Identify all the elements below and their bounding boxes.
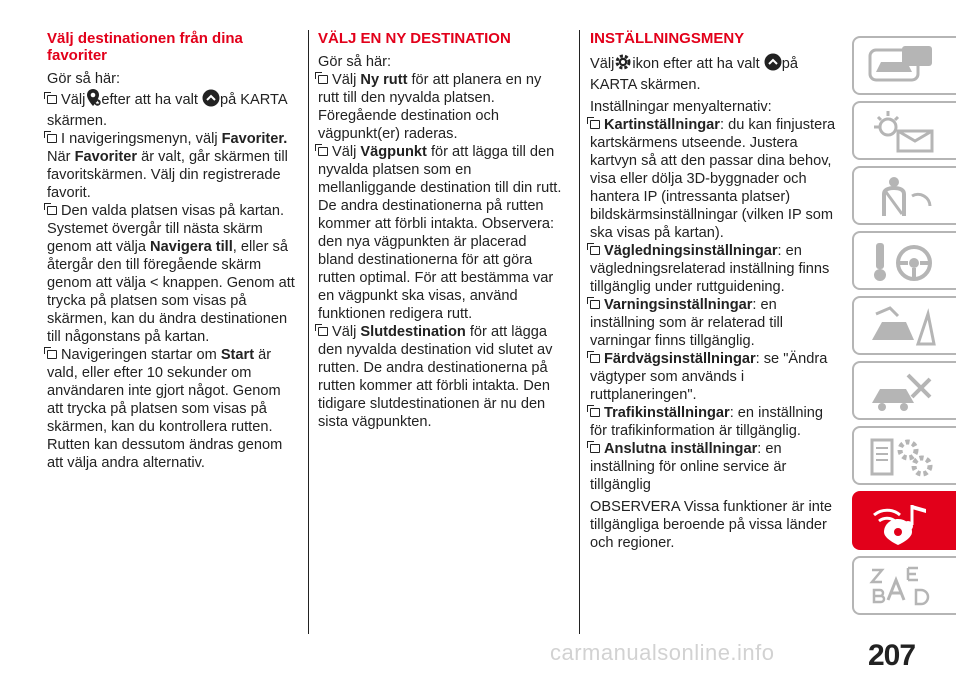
text: Välj xyxy=(332,324,357,340)
step-1 xyxy=(47,88,299,130)
option-final-destination xyxy=(318,323,564,431)
intro-text xyxy=(590,53,836,94)
option-traffic-settings xyxy=(590,404,836,440)
text: är valt, går skärmen till favoritskärmen. Välj din registrerade favorit. xyxy=(47,149,288,201)
bullet-icon xyxy=(47,350,57,359)
option-guidance-settings xyxy=(590,242,836,296)
text: Välj xyxy=(332,144,357,160)
step-4 xyxy=(47,346,299,472)
list-intro: Inställningar menyalternativ: xyxy=(590,99,772,115)
tab-index[interactable] xyxy=(852,556,956,615)
chevron-up-icon xyxy=(202,89,220,112)
map-pin-favorite-icon xyxy=(85,88,101,112)
text-bold: Start xyxy=(220,347,255,363)
step-3 xyxy=(47,202,299,346)
text-bold: Navigera till xyxy=(150,239,233,255)
text: : en inställning för online service är tillgänglig xyxy=(590,441,787,493)
bullet-icon xyxy=(590,246,600,255)
tab-starting-driving[interactable] xyxy=(852,231,956,290)
text: är vald, eller efter 10 sekunder om användaren inte gjort något. Genom att trycka på platsen som visas på skärmen, kan du kontrollera rutten. Rutten kan dessutom ändras genom att välja andra alternativ. xyxy=(47,347,283,471)
bullet-icon xyxy=(47,95,57,104)
text: : se "Ändra vägtyper som används i ruttplaneringen". xyxy=(590,351,828,403)
text-bold: Favoriter. xyxy=(221,131,288,147)
section-heading-favorites: Välj destinationen från dina favoriter xyxy=(47,30,243,64)
text-bold: Anslutna inställningar xyxy=(604,441,758,457)
bullet-icon xyxy=(47,206,57,215)
option-map-settings xyxy=(590,116,836,242)
text: I navigeringsmenyn, välj xyxy=(61,131,218,147)
bullet-icon xyxy=(590,354,600,363)
bullet-icon xyxy=(590,408,600,417)
bullet-icon xyxy=(318,147,328,156)
text: för att lägga till den nyvalda platsen som en mellanliggande destination till din rutt. De andra destinationerna på rutten kommer att förbli intakta. Observera: den nya vägpunkten är placerad bland destinationerna för att göra rutten optimal. För att bestämma var en vägpunkt ska visas, använd funktionen redigera rutt. xyxy=(318,144,562,322)
text-bold: Trafikinställningar xyxy=(604,405,730,421)
bullet-icon xyxy=(47,134,57,143)
tab-technical-data[interactable] xyxy=(852,426,956,485)
page-number: 207 xyxy=(868,639,916,672)
text: Navigeringen startar om xyxy=(61,347,217,363)
text: Den valda platsen visas på kartan. Systemet övergår till nästa skärm genom att välja xyxy=(47,203,285,255)
column-settings-menu xyxy=(590,30,836,552)
text-bold: Vägpunkt xyxy=(360,144,427,160)
tab-emergency[interactable] xyxy=(852,296,956,355)
text: : en inställning som är relaterad till varningar finns tillgänglig. xyxy=(590,297,784,349)
option-waypoint xyxy=(318,143,564,323)
text-bold: Varningsinställningar xyxy=(604,297,753,313)
text-bold: Favoriter xyxy=(74,149,138,165)
intro-text: Gör så här: xyxy=(318,54,391,70)
bullet-icon xyxy=(590,300,600,309)
section-heading-settings: INSTÄLLNINGSMENY xyxy=(590,30,745,47)
text: ikon efter att ha valt xyxy=(632,56,760,72)
column-divider xyxy=(308,30,309,634)
text-bold: Vägledningsinställningar xyxy=(604,243,778,259)
chevron-up-icon xyxy=(764,53,782,76)
column-divider xyxy=(579,30,580,634)
option-warning-settings xyxy=(590,296,836,350)
text: , eller så återgår den till föregående skärm genom att välja < knappen. Genom att trycka på platsen som visas på skärmen, kan du ändra destinationen till någonstans på kartan. xyxy=(47,239,295,345)
text: för att lägga den nyvalda destination vid slutet av rutten. De andra destinationerna på rutten kommer att förbli intakta. Den tidigare slutdestinationen är nu den sista vägpunkten. xyxy=(318,324,553,430)
text-bold: Ny rutt xyxy=(360,72,408,88)
tab-safety[interactable] xyxy=(852,166,956,225)
section-heading-new-destination: VÄLJ EN NY DESTINATION xyxy=(318,30,511,47)
tab-multimedia[interactable] xyxy=(852,491,956,550)
text: : du kan finjustera kartskärmens utseende. Justera kartvyn så att den passar dina behov, visa eller dölja 3D-byggnader och hantera IP (intressanta platser) bildskärmsinställningar (vilken IP som ska visas på kartan). xyxy=(590,117,836,241)
text: När xyxy=(47,149,71,165)
option-new-route xyxy=(318,71,564,143)
step-2 xyxy=(47,130,299,202)
watermark: carmanualsonline.info xyxy=(550,640,775,665)
bullet-icon xyxy=(318,75,328,84)
tab-car-info[interactable] xyxy=(852,36,956,95)
bullet-icon xyxy=(318,327,328,336)
text: på KARTA skärmen. xyxy=(590,56,799,93)
text-bold: Kartinställningar xyxy=(604,117,720,133)
text: Välj xyxy=(590,56,615,72)
intro-text: Gör så här: xyxy=(47,71,120,87)
option-connected-settings xyxy=(590,440,836,494)
column-favorites xyxy=(47,30,299,472)
bullet-icon xyxy=(590,120,600,129)
column-new-destination xyxy=(318,30,564,431)
chapter-tabs xyxy=(852,36,956,621)
text: för att planera en ny rutt till den nyvalda platsen. Föregående destination och vägpunkt(er) raderas. xyxy=(318,72,542,142)
note-text: OBSERVERA Vissa funktioner är inte tillgängliga beroende på vissa länder och regioner. xyxy=(590,499,833,551)
text-bold: Färdvägsinställningar xyxy=(604,351,756,367)
text-bold: Slutdestination xyxy=(360,324,466,340)
tab-lights-warnings[interactable] xyxy=(852,101,956,160)
text: Välj xyxy=(61,92,86,108)
bullet-icon xyxy=(590,444,600,453)
text: Välj xyxy=(332,72,357,88)
tab-maintenance[interactable] xyxy=(852,361,956,420)
text: efter att ha valt xyxy=(101,92,198,108)
option-route-settings xyxy=(590,350,836,404)
text: : en vägledningsrelaterad inställning finns tillgänglig under ruttguidening. xyxy=(590,243,830,295)
text: på KARTA skärmen. xyxy=(47,92,287,129)
gear-icon xyxy=(614,53,632,76)
text: : en inställning för trafikinformation är tillgänglig. xyxy=(590,405,824,439)
